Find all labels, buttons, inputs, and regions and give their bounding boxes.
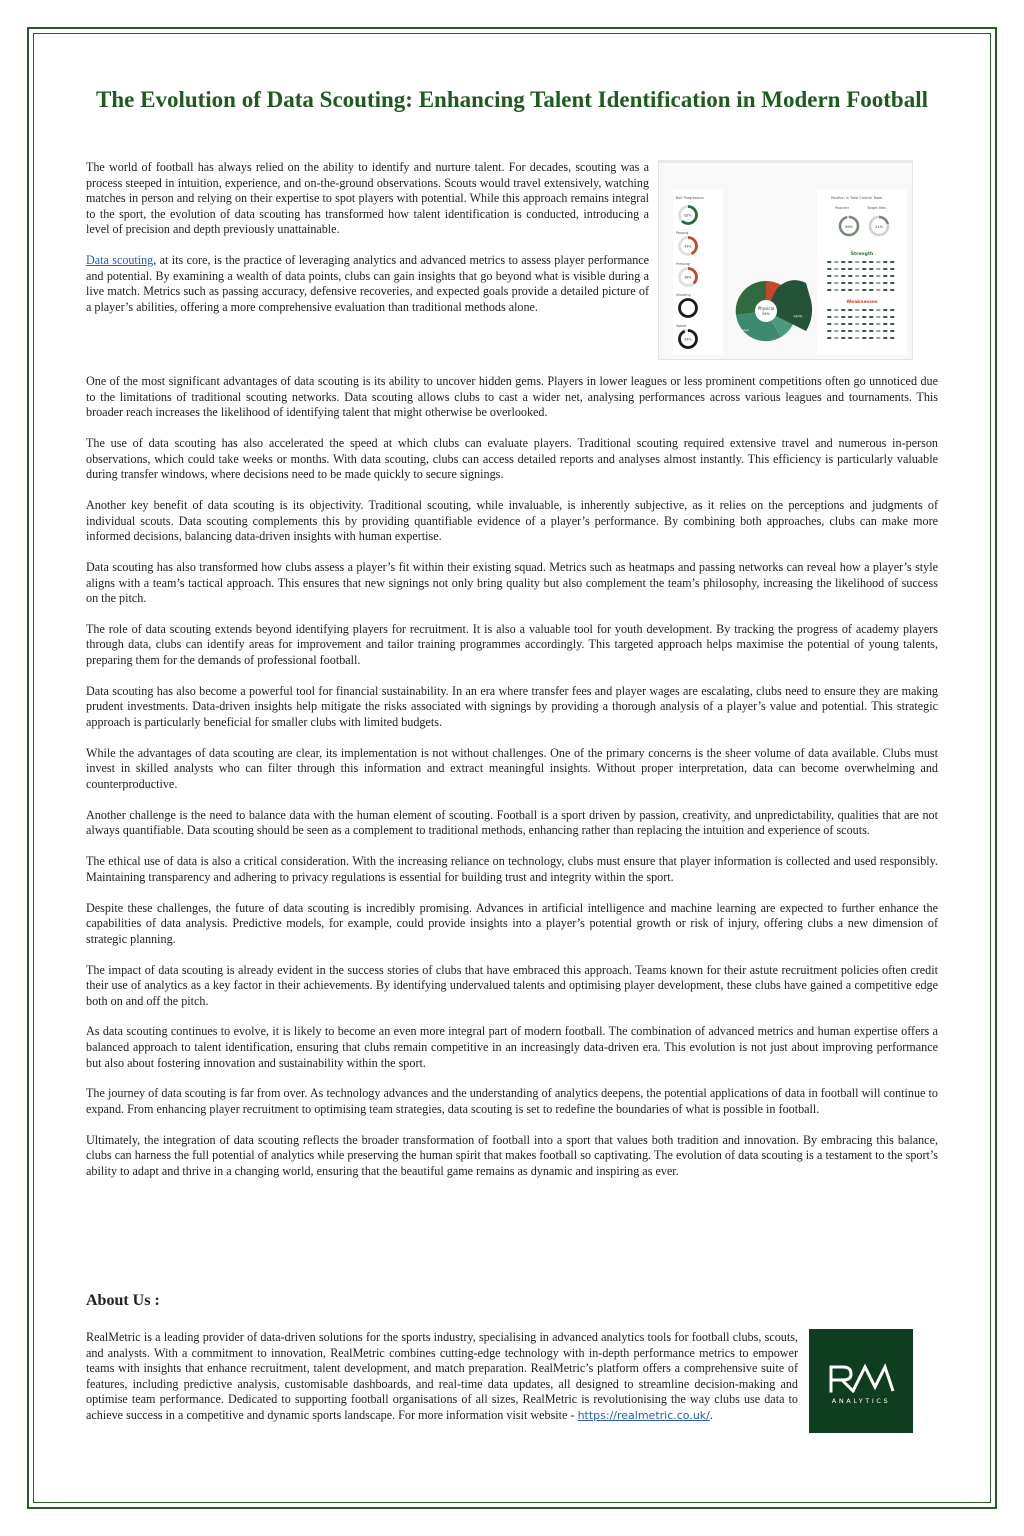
rating-dot — [855, 337, 860, 339]
rating-dot — [841, 316, 846, 318]
rating-dot — [869, 330, 874, 332]
gauge-value: 43% — [684, 244, 692, 249]
article-paragraph: Ultimately, the integration of data scouting reflects the broader transformation of football into a sport that values both tradition and innovation. By embracing this balance, clubs can harness the full potential of analytics while preserving the human spirit that makes football so captivating. The evolution of data scouting is a testament to the sport’s ability to adapt and thrive in a changing world, ensuring that the beautiful game remains as dynamic and inspiring as ever. — [86, 1132, 938, 1178]
strength-heading: Strength — [850, 252, 874, 257]
about-text: RealMetric is a leading provider of data-driven solutions for the sports industry, specialising in advanced analytics tools for football clubs, scouts, and analysts. With a commitment to innovation, RealMetric combines cutting-edge technology with in-depth performance metrics to empower teams with insights that enhance recruitment, talent development, and match preparation. RealMetric’s platform offers a comprehensive suite of features, including predictive analysis, customisable dashboards, and real-time data updates, all designed to streamline decision-making and optimise team performance. Dedicated to supporting football organisations of all sizes, RealMetric is revolutionising the way clubs use data to achieve success in a competitive and dynamic sports landscape. For more information visit website - — [86, 1330, 798, 1422]
rating-dot — [876, 282, 881, 284]
rating-dot — [876, 261, 881, 263]
rating-dot — [848, 268, 853, 270]
gauge-label: Pressing — [676, 262, 690, 266]
rating-dot — [869, 323, 874, 325]
rating-dot — [890, 289, 895, 291]
rating-dot — [890, 323, 895, 325]
radial-left-label: Speed — [739, 328, 749, 332]
rating-dot — [834, 316, 839, 318]
article-paragraph: Another key benefit of data scouting is its objectivity. Traditional scouting, while invaluable, is inherently subjective, as it relies on the perceptions and judgments of individual scouts. Data scouting complements this by providing quantifiable evidence of a player’s performance. By combining both approaches, clubs can make more informed decisions, balancing data-driven insights with human expertise. — [86, 497, 938, 544]
rating-dot — [883, 309, 888, 311]
rating-dot — [869, 316, 874, 318]
rating-dot — [834, 261, 839, 263]
rating-dot — [848, 289, 853, 291]
rating-dot — [862, 316, 867, 318]
rating-dot — [883, 268, 888, 270]
logo-letter-m — [853, 1367, 893, 1391]
gauges-title: Ball Progression — [676, 196, 704, 200]
rating-dot — [855, 289, 860, 291]
rating-dot — [834, 337, 839, 339]
rating-dot — [869, 261, 874, 263]
rating-dot — [841, 309, 846, 311]
gauge-value: 38% — [684, 275, 692, 280]
rating-dot — [855, 261, 860, 263]
rating-dot — [869, 289, 874, 291]
rating-dot — [855, 316, 860, 318]
rating-dot — [890, 316, 895, 318]
rating-dot — [855, 282, 860, 284]
radial-right-label: Agility — [793, 314, 803, 318]
rating-dot — [841, 323, 846, 325]
rating-dot — [876, 275, 881, 277]
about-paragraph — [86, 1330, 798, 1424]
rating-dot — [890, 330, 895, 332]
rating-dot — [827, 316, 832, 318]
rating-dot — [855, 323, 860, 325]
rating-dot — [883, 330, 888, 332]
rating-dot — [876, 330, 881, 332]
intro-paragraph-2 — [86, 253, 649, 315]
rating-dot — [876, 337, 881, 339]
rating-dot — [869, 275, 874, 277]
article-paragraph: The use of data scouting has also accelerated the speed at which clubs can evaluate players. Traditional scouting required extensive travel and numerous in-person observations, which could take weeks or months. With data scouting, clubs can access detailed reports and analyses almost instantly. This efficiency is particularly valuable during transfer windows, where decisions need to be made quickly to secure signings. — [86, 435, 938, 482]
rating-dot — [841, 337, 846, 339]
rating-dot — [848, 323, 853, 325]
rating-dot — [869, 309, 874, 311]
article-paragraph: Despite these challenges, the future of data scouting is incredibly promising. Advances in artificial intelligence and machine learning are expected to further enhance the capabilities of data analysis. Predictive models, for example, could provide insights into a player’s potential growth or risk of injury, offering clubs a new dimension of strategic planning. — [86, 900, 938, 946]
logo-letter-r — [831, 1367, 853, 1391]
logo-subtitle: ANALYTICS — [831, 1397, 891, 1405]
rating-dot — [855, 268, 860, 270]
website-link[interactable]: https://realmetric.co.uk/ — [577, 1408, 710, 1422]
rating-dot — [890, 309, 895, 311]
rating-dot — [848, 309, 853, 311]
rating-dot — [841, 268, 846, 270]
gauge-label: Shooting — [676, 293, 691, 297]
rating-dot — [841, 261, 846, 263]
rating-dot — [834, 330, 839, 332]
rating-dot — [890, 337, 895, 339]
rating-dot — [883, 275, 888, 277]
rating-dot — [848, 337, 853, 339]
dashboard-figure — [659, 163, 912, 359]
gauge-label: Speed — [676, 324, 687, 328]
rating-dot — [876, 316, 881, 318]
dashboard-image — [658, 160, 913, 360]
rating-dot — [890, 282, 895, 284]
page-title: The Evolution of Data Scouting: Enhancing Talent Identification in Modern Football — [96, 87, 928, 112]
target-man-value: 21% — [875, 225, 883, 229]
rating-dot — [827, 282, 832, 284]
rating-dot — [862, 309, 867, 311]
article-paragraph: The impact of data scouting is already evident in the success stories of clubs that have embraced this approach. Teams known for their astute recruitment policies often credit their use of analytics as a key factor in their achievements. By identifying undervalued talents and optimising player development, these clubs have gained a competitive edge both on and off the pitch. — [86, 962, 938, 1008]
rating-dot — [834, 323, 839, 325]
rating-dot — [869, 282, 874, 284]
rating-dot — [876, 323, 881, 325]
rating-dot — [827, 323, 832, 325]
rating-dot — [834, 282, 839, 284]
rating-dot — [890, 268, 895, 270]
rating-dot — [827, 337, 832, 339]
rating-dot — [883, 289, 888, 291]
radial-center-value: 56% — [762, 312, 770, 316]
article-paragraph: The role of data scouting extends beyond identifying players for recruitment. It is also a valuable tool for youth development. By tracking the progress of academy players through data, clubs can identify areas for improvement and tailor training programmes accordingly. This targeted approach helps maximise the potential of young talents, preparing them for the demands of professional football. — [86, 621, 938, 668]
realmetric-logo — [809, 1329, 913, 1433]
rating-dot — [855, 330, 860, 332]
about-heading: About Us : — [86, 1292, 160, 1309]
rating-dot — [834, 309, 839, 311]
rating-dot — [841, 289, 846, 291]
rating-dot — [869, 337, 874, 339]
rating-dot — [848, 261, 853, 263]
rating-dot — [827, 275, 832, 277]
rating-dot — [827, 330, 832, 332]
gauge-value: 93% — [684, 337, 692, 342]
rating-dot — [862, 282, 867, 284]
rating-dot — [862, 261, 867, 263]
rating-dot — [848, 275, 853, 277]
gauge-label: Passing — [676, 231, 689, 235]
radial-center — [755, 300, 777, 322]
article-paragraph: Another challenge is the need to balance data with the human element of scouting. Football is a sport driven by passion, creativity, and unpredictability, qualities that are not always quantifiable. Data scouting should be seen as a complement to traditional methods, enhancing rather than replacing the intuition and experience of scouts. — [86, 807, 938, 838]
rating-dot — [827, 309, 832, 311]
rating-dot — [841, 282, 846, 284]
radial-center-label: Physical — [757, 306, 775, 311]
rating-dot — [862, 323, 867, 325]
rating-dot — [855, 309, 860, 311]
rating-dot — [841, 330, 846, 332]
article-paragraph: While the advantages of data scouting are clear, its implementation is not without challenges. One of the primary concerns is the sheer volume of data available. Clubs must invest in skilled analysts who can filter through this information and extract meaningful insights. Without proper interpretation, data can become overwhelming and counterproductive. — [86, 745, 938, 791]
rating-dot — [862, 268, 867, 270]
article-paragraph: As data scouting continues to evolve, it is likely to become an even more integral part of modern football. The combination of advanced metrics and human expertise offers a balanced approach to talent identification, ensuring that clubs remain competitive in an increasingly data-driven era. This evolution is not just about improving performance but also about fostering innovation and sustainability within the sport. — [86, 1024, 938, 1070]
intro-section — [86, 160, 649, 331]
rating-dot — [834, 289, 839, 291]
rating-dot — [883, 323, 888, 325]
rating-dot — [869, 268, 874, 270]
article-paragraph: The ethical use of data is also a critical consideration. With the increasing reliance on technology, clubs must ensure that player information is collected and used responsibly. Maintaining transparency and adhering to privacy regulations is essential for building trust and integrity within the sport. — [86, 854, 938, 884]
rating-dot — [883, 261, 888, 263]
about-section — [86, 1330, 798, 1439]
rating-dot — [883, 316, 888, 318]
rating-dot — [876, 309, 881, 311]
rating-dot — [862, 289, 867, 291]
rating-dot — [834, 268, 839, 270]
rating-dot — [834, 275, 839, 277]
article-paragraph: Data scouting has also transformed how clubs assess a player’s fit within their existing squad. Metrics such as heatmaps and passing networks can reveal how a player’s style aligns with a team’s tactical approach. This ensures that new signings not only bring quality but also complement the team’s philosophy, increasing the likelihood of success on the pitch. — [86, 559, 938, 606]
rating-dot — [827, 268, 832, 270]
intro-paragraph: The world of football has always relied on the ability to identify and nurture talent. For decades, scouting was a process steeped in intuition, experience, and on-the-ground observations. Scouts would travel extensively, watching matches in person and relying on their expertise to spot players with potential. While this approach remains integral to the sport, the evolution of data scouting has transformed how talent identification is conducted, introducing a level of precision and depth previously unattainable. — [86, 160, 649, 237]
rating-dot — [848, 316, 853, 318]
rating-dot — [876, 268, 881, 270]
data-scouting-link[interactable]: Data scouting — [86, 253, 154, 268]
weakness-heading: Weaknesses — [846, 300, 878, 305]
target-man-label: Target Man — [867, 206, 887, 210]
rating-dot — [862, 337, 867, 339]
about-end: . — [709, 1407, 713, 1422]
rating-dot — [883, 337, 888, 339]
poacher-label: Poacher — [835, 206, 850, 210]
rating-dot — [862, 275, 867, 277]
rating-dot — [848, 330, 853, 332]
gauge-value: 62% — [684, 213, 692, 218]
rating-dot — [855, 275, 860, 277]
rating-dot — [883, 282, 888, 284]
rating-dot — [841, 275, 846, 277]
article-body — [86, 374, 938, 1195]
rating-dot — [890, 261, 895, 263]
intro-paragraph-2-text: , at its core, is the practice of leveraging analytics and advanced metrics to assess player performance and potential. By examining a wealth of data points, clubs can gain insights that go beyond what is visible during a live match. Metrics such as passing accuracy, defensive recoveries, and expected goals provide a detailed picture of a player’s abilities, offering a more comprehensive evaluation than traditional methods alone. — [86, 253, 650, 314]
article-paragraph: The journey of data scouting is far from over. As technology advances and the understanding of analytics deepens, the potential applications of data in football will continue to expand. From enhancing player recruitment to optimising team strategies, data scouting is set to redefine the boundaries of what is possible in football. — [86, 1086, 938, 1117]
rating-dot — [862, 330, 867, 332]
logo-mark — [809, 1329, 913, 1433]
rating-dot — [827, 289, 832, 291]
rating-dot — [848, 282, 853, 284]
article-paragraph: One of the most significant advantages of data scouting is its ability to uncover hidden gems. Players in lower leagues or less prominent competitions often go unnoticed due to the limitations of traditional scouting networks. Data scouting allows clubs to cast a wider net, analysing performances across various leagues and tournaments. This broader reach increases the likelihood of identifying talent that might otherwise be overlooked. — [86, 374, 938, 420]
poacher-value: 96% — [845, 225, 853, 229]
article-paragraph: Data scouting has also become a powerful tool for financial sustainability. In an era where transfer fees and player wages are escalating, clubs need to ensure they are making prudent investments. Data-driven insights help mitigate the risks associated with signings by providing a thorough analysis of a player’s value and potential. This strategic approach is particularly beneficial for smaller clubs with limited budgets. — [86, 683, 938, 730]
rating-dot — [876, 289, 881, 291]
profile-title: Position in Total Control Team — [831, 196, 883, 200]
rating-dot — [827, 261, 832, 263]
rating-dot — [890, 275, 895, 277]
